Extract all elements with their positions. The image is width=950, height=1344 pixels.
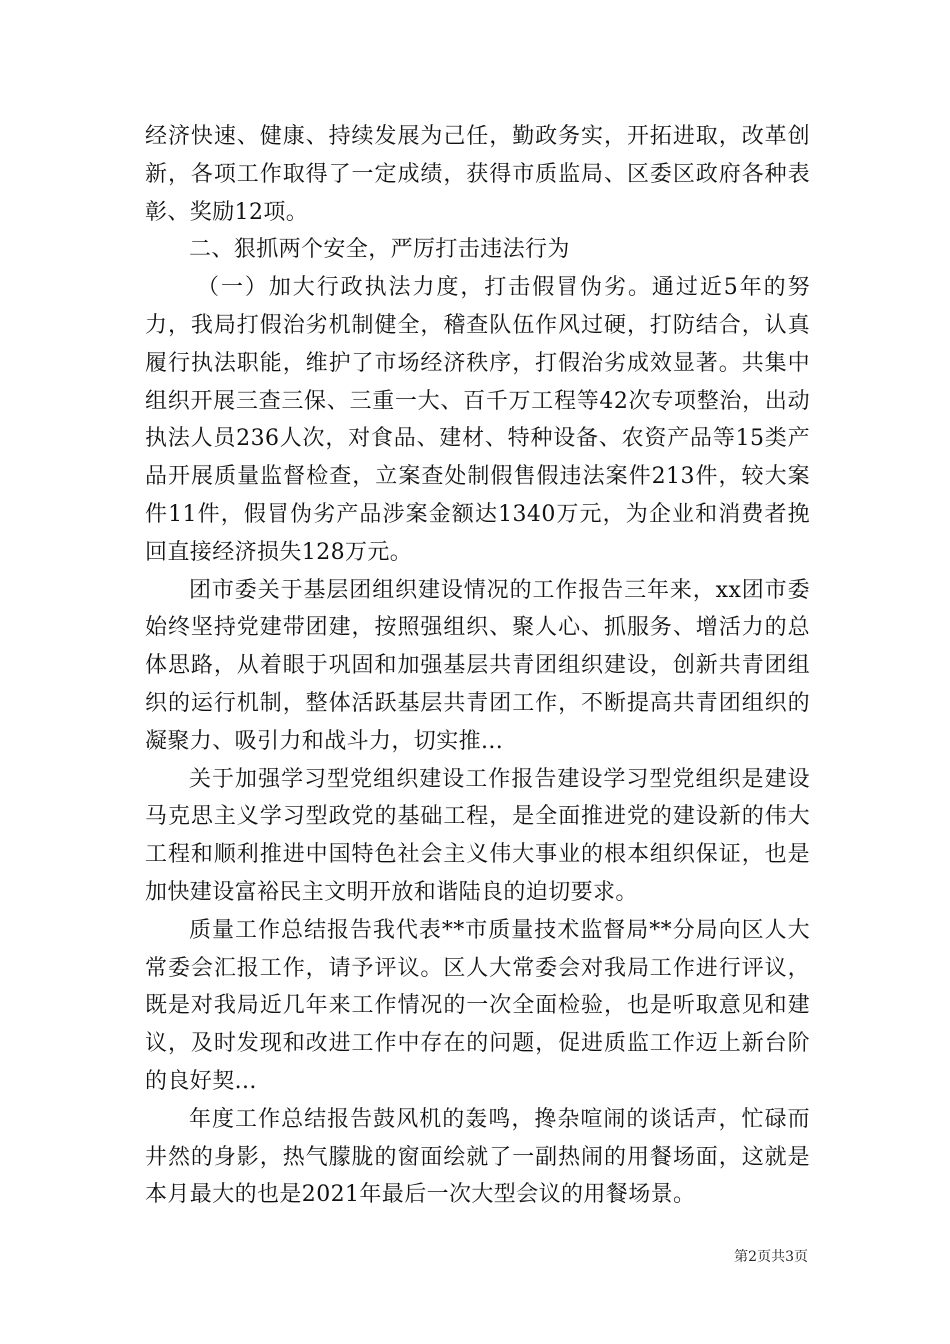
paragraph-enforcement: （一）加大行政执法力度，打击假冒伪劣。通过近5年的努力，我局打假治劣机制健全，稽查队伍作风过硬，打防结合，认真履行执法职能，维护了市场经济秩序，打假治劣成效显著。共集中组织开展三查三保、三重一大、百千万工程等42次专项整治，出动执法人员236人次，对食品、建材、特种设备、农资产品等15类产品开展质量监督检查，立案查处制假售假违法案件213件，较大案件11件，假冒伪劣产品涉案金额达1340万元，为企业和消费者挽回直接经济损失128万元。 bbox=[145, 275, 810, 565]
paragraph-annual-work-report: 年度工作总结报告鼓风机的轰鸣，搀杂喧闹的谈话声，忙碌而井然的身影，热气朦胧的窗面绘就了一副热闹的用餐场面，这就是本月最大的也是2021年最后一次大型会议的用餐场景。 bbox=[145, 1106, 810, 1208]
paragraph-learning-party-report: 关于加强学习型党组织建设工作报告建设学习型党组织是建设马克思主义学习型政党的基础工程，是全面推进党的建设新的伟大工程和顺利推进中国特色社会主义伟大事业的根本组织保证，也是加快建设富裕民主文明开放和谐陆良的迫切要求。 bbox=[145, 766, 810, 905]
paragraph-youth-league-report: 团市委关于基层团组织建设情况的工作报告三年来，xx团市委始终坚持党建带团建，按照强组织、聚人心、抓服务、增活力的总体思路，从着眼于巩固和加强基层共青团组织建设，创新共青团组织的运行机制，整体活跃基层共青团工作，不断提高共青团组织的凝聚力、吸引力和战斗力，切实推... bbox=[145, 577, 810, 754]
paragraph-continuation: 经济快速、健康、持续发展为己任，勤政务实，开拓进取，改革创新，各项工作取得了一定成绩，获得市质监局、区委区政府各种表彰、奖励12项。 bbox=[145, 124, 810, 225]
paragraph-quality-work-report: 质量工作总结报告我代表**市质量技术监督局**分局向区人大常委会汇报工作，请予评议。区人大常委会对我局工作进行评议，既是对我局近几年来工作情况的一次全面检验，也是听取意见和建议，及时发现和改进工作中存在的问题，促进质监工作迈上新台阶的良好契... bbox=[145, 917, 810, 1094]
section-heading: 二、狠抓两个安全，严厉打击违法行为 bbox=[189, 237, 570, 263]
page-number: 第2页共3页 bbox=[734, 1249, 808, 1265]
document-body bbox=[145, 118, 810, 1214]
